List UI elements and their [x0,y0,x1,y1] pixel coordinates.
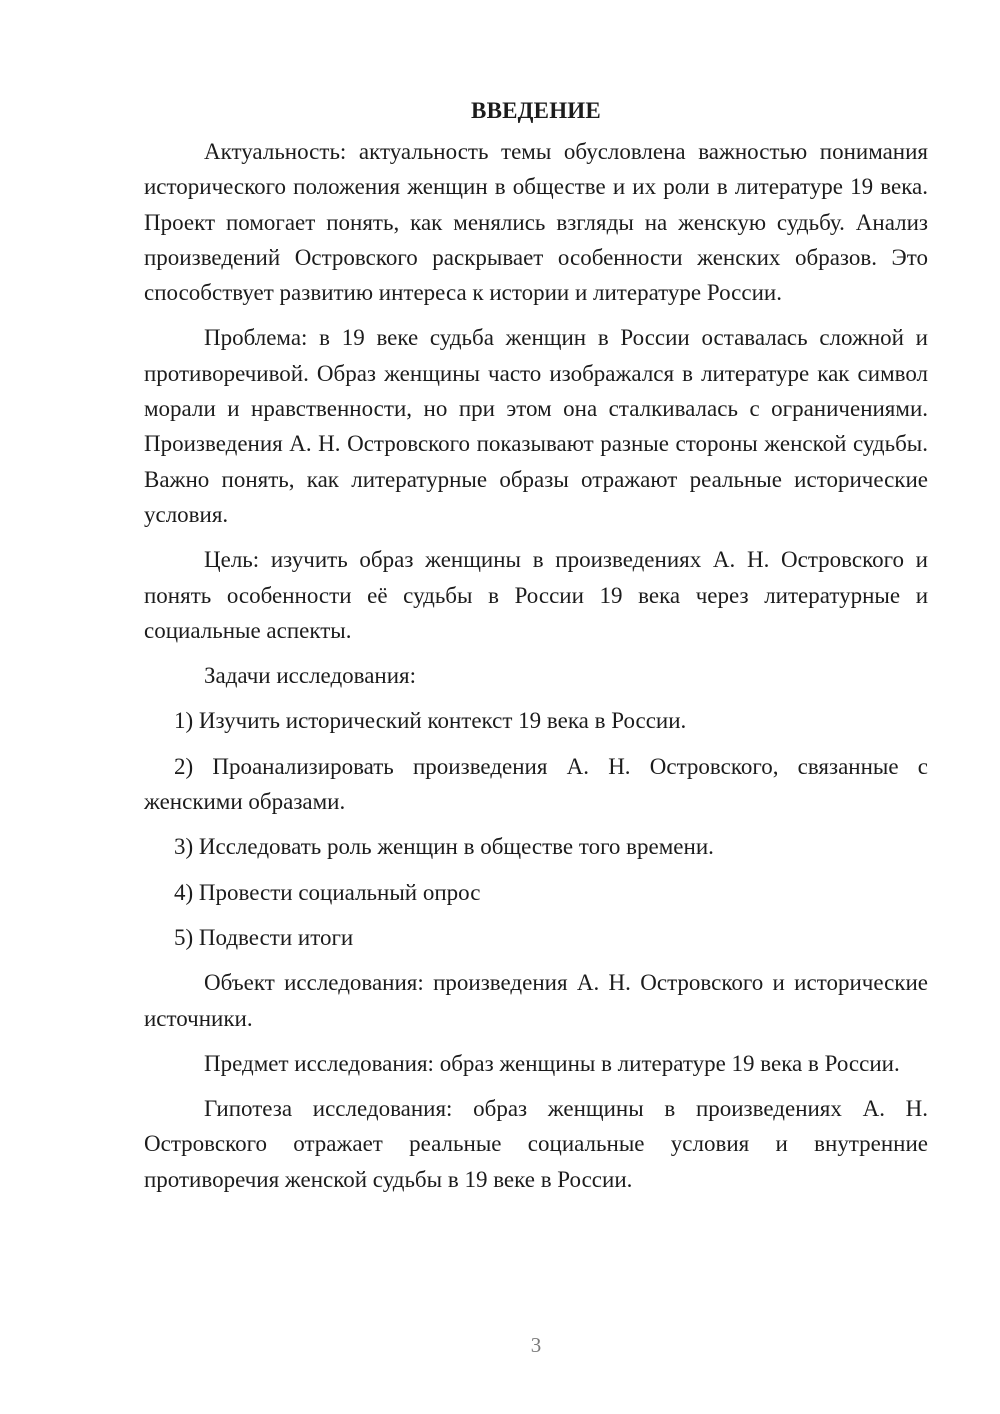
task-item: 1) Изучить исторический контекст 19 века в России. [174,708,687,734]
subject-paragraph: Предмет исследования: образ женщины в литературе 19 века в России. [204,1050,900,1076]
object-paragraph: Объект исследования: произведения А. Н. Островского и исторические источники. [144,970,928,1031]
page-number: 3 [530,1333,542,1357]
tasks-heading: Задачи исследования: [204,663,417,689]
task-item: 4) Провести социальный опрос [174,879,481,905]
task-item: 2) Проанализировать произведения А. Н. Островского, связанные с женскими образами. [144,753,928,815]
task-item: 5) Подвести итоги [174,924,354,950]
task-item: 3) Исследовать роль женщин в обществе того времени. [174,834,714,860]
goal-paragraph: Цель: изучить образ женщины в произведениях А. Н. Островского и понять особенности её судьбы в России 19 века через литературные и социальные аспекты. [144,547,928,643]
section-title: ВВЕДЕНИЕ [471,98,601,123]
hypothesis-paragraph: Гипотеза исследования: образ женщины в произведениях А. Н. Островского отражает реальные социальные условия и внутренние противоречия женской судьбы в 19 веке в России. [144,1096,928,1192]
relevance-paragraph: Актуальность: актуальность темы обусловлена важностью понимания исторического положения женщин в обществе и их роли в литературе 19 века. Проект помогает понять, как менялись взгляды на женскую судьбу. Анализ произведений Островского раскрывает особенности женских образов. Это способствует развитию интереса к истории и литературе России. [144,139,928,306]
problem-paragraph: Проблема: в 19 веке судьба женщин в России оставалась сложной и противоречивой. Образ женщины часто изображался в литературе как символ морали и нравственности, но при этом она сталкивалась с ограничениями. Произведения А. Н. Островского показывают разные стороны женской судьбы. Важно понять, как литературные образы отражают реальные исторические условия. [144,325,928,527]
page-content [144,94,928,1207]
